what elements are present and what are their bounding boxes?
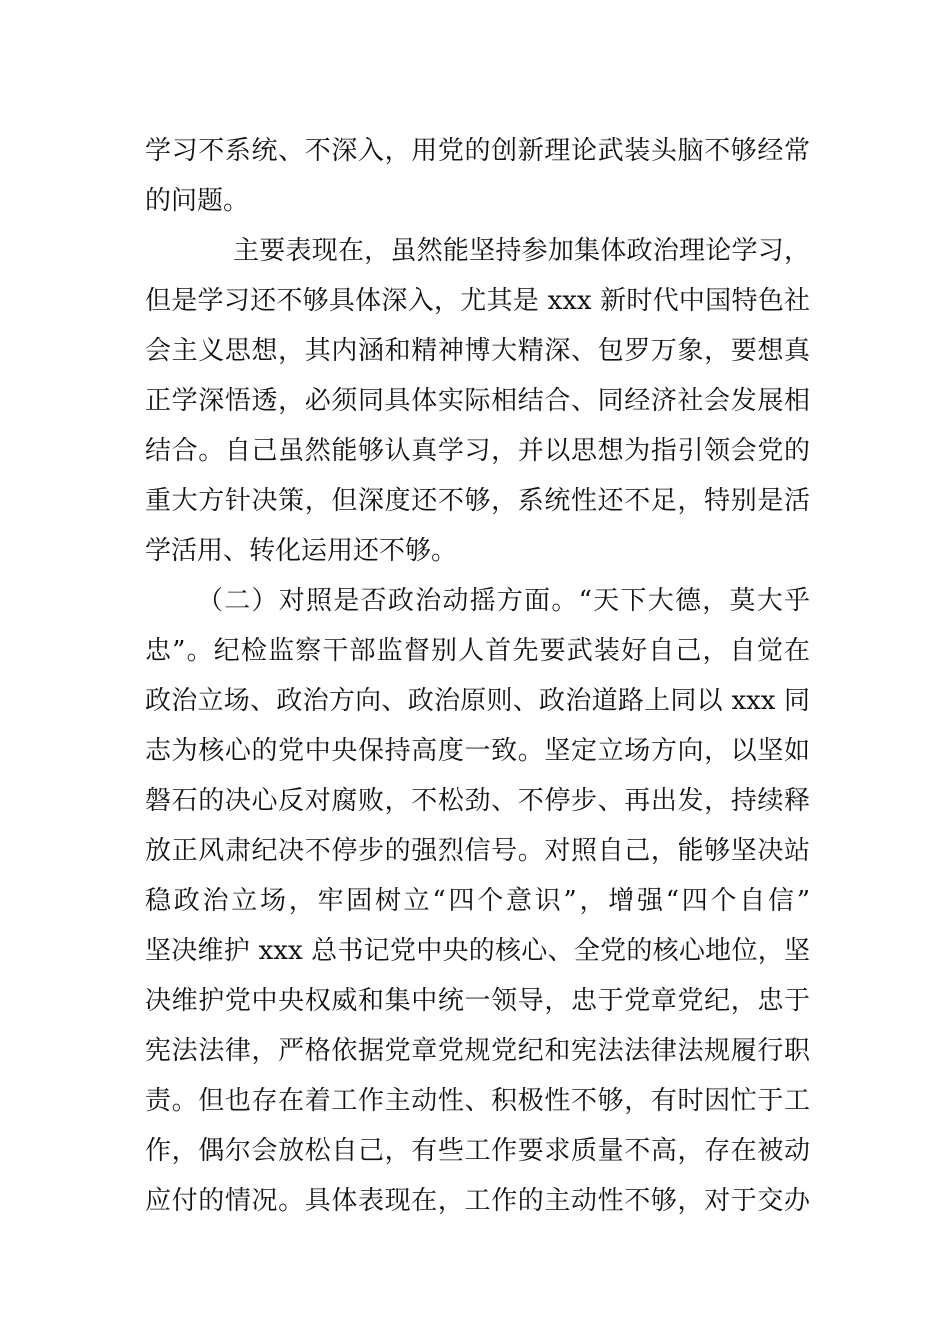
text-line: 学活用、转化运用还不够。 [145, 536, 458, 566]
text-line: 放正风肃纪决不停步的强烈信号。对照自己，能够坚决站 [145, 836, 810, 866]
text-line: 重大方针决策，但深度还不够，系统性还不足，特别是活 [145, 486, 810, 516]
text-line: 磐石的决心反对腐败，不松劲、不停步、再出发，持续释 [145, 786, 810, 816]
text-line: 志为核心的党中央保持高度一致。坚定立场方向，以坚如 [145, 736, 810, 766]
text-line: 坚决维护 xxx 总书记党中央的核心、全党的核心地位，坚 [145, 936, 810, 966]
text-line: 忠”。纪检监察干部监督别人首先要武装好自己，自觉在 [145, 636, 810, 666]
text-line: 但是学习还不够具体深入，尤其是 xxx 新时代中国特色社 [145, 286, 810, 316]
text-line: 主要表现在，虽然能坚持参加集体政治理论学习， [233, 236, 810, 266]
text-line: 政治立场、政治方向、政治原则、政治道路上同以 xxx 同 [145, 686, 810, 716]
text-line: 正学深悟透，必须同具体实际相结合、同经济社会发展相 [145, 386, 810, 416]
body-text [145, 126, 810, 1226]
text-line: 责。但也存在着工作主动性、积极性不够，有时因忙于工 [145, 1086, 810, 1116]
text-line: 会主义思想，其内涵和精神博大精深、包罗万象，要想真 [145, 336, 810, 366]
text-line: 结合。自己虽然能够认真学习，并以思想为指引领会党的 [145, 436, 810, 466]
text-line: 的问题。 [145, 186, 250, 216]
text-line: 应付的情况。具体表现在，工作的主动性不够，对于交办 [145, 1186, 810, 1216]
text-line: 决维护党中央权威和集中统一领导，忠于党章党纪，忠于 [145, 986, 810, 1016]
text-line: 宪法法律，严格依据党章党规党纪和宪法法律法规履行职 [145, 1036, 810, 1066]
text-line: 作，偶尔会放松自己，有些工作要求质量不高，存在被动 [145, 1136, 810, 1166]
text-line: 稳政治立场，牢固树立“四个意识”，增强“四个自信” [145, 886, 810, 916]
text-line: 学习不系统、不深入，用党的创新理论武装头脑不够经常 [145, 136, 810, 166]
text-line: （二）对照是否政治动摇方面。“天下大德，莫大乎 [197, 586, 810, 616]
